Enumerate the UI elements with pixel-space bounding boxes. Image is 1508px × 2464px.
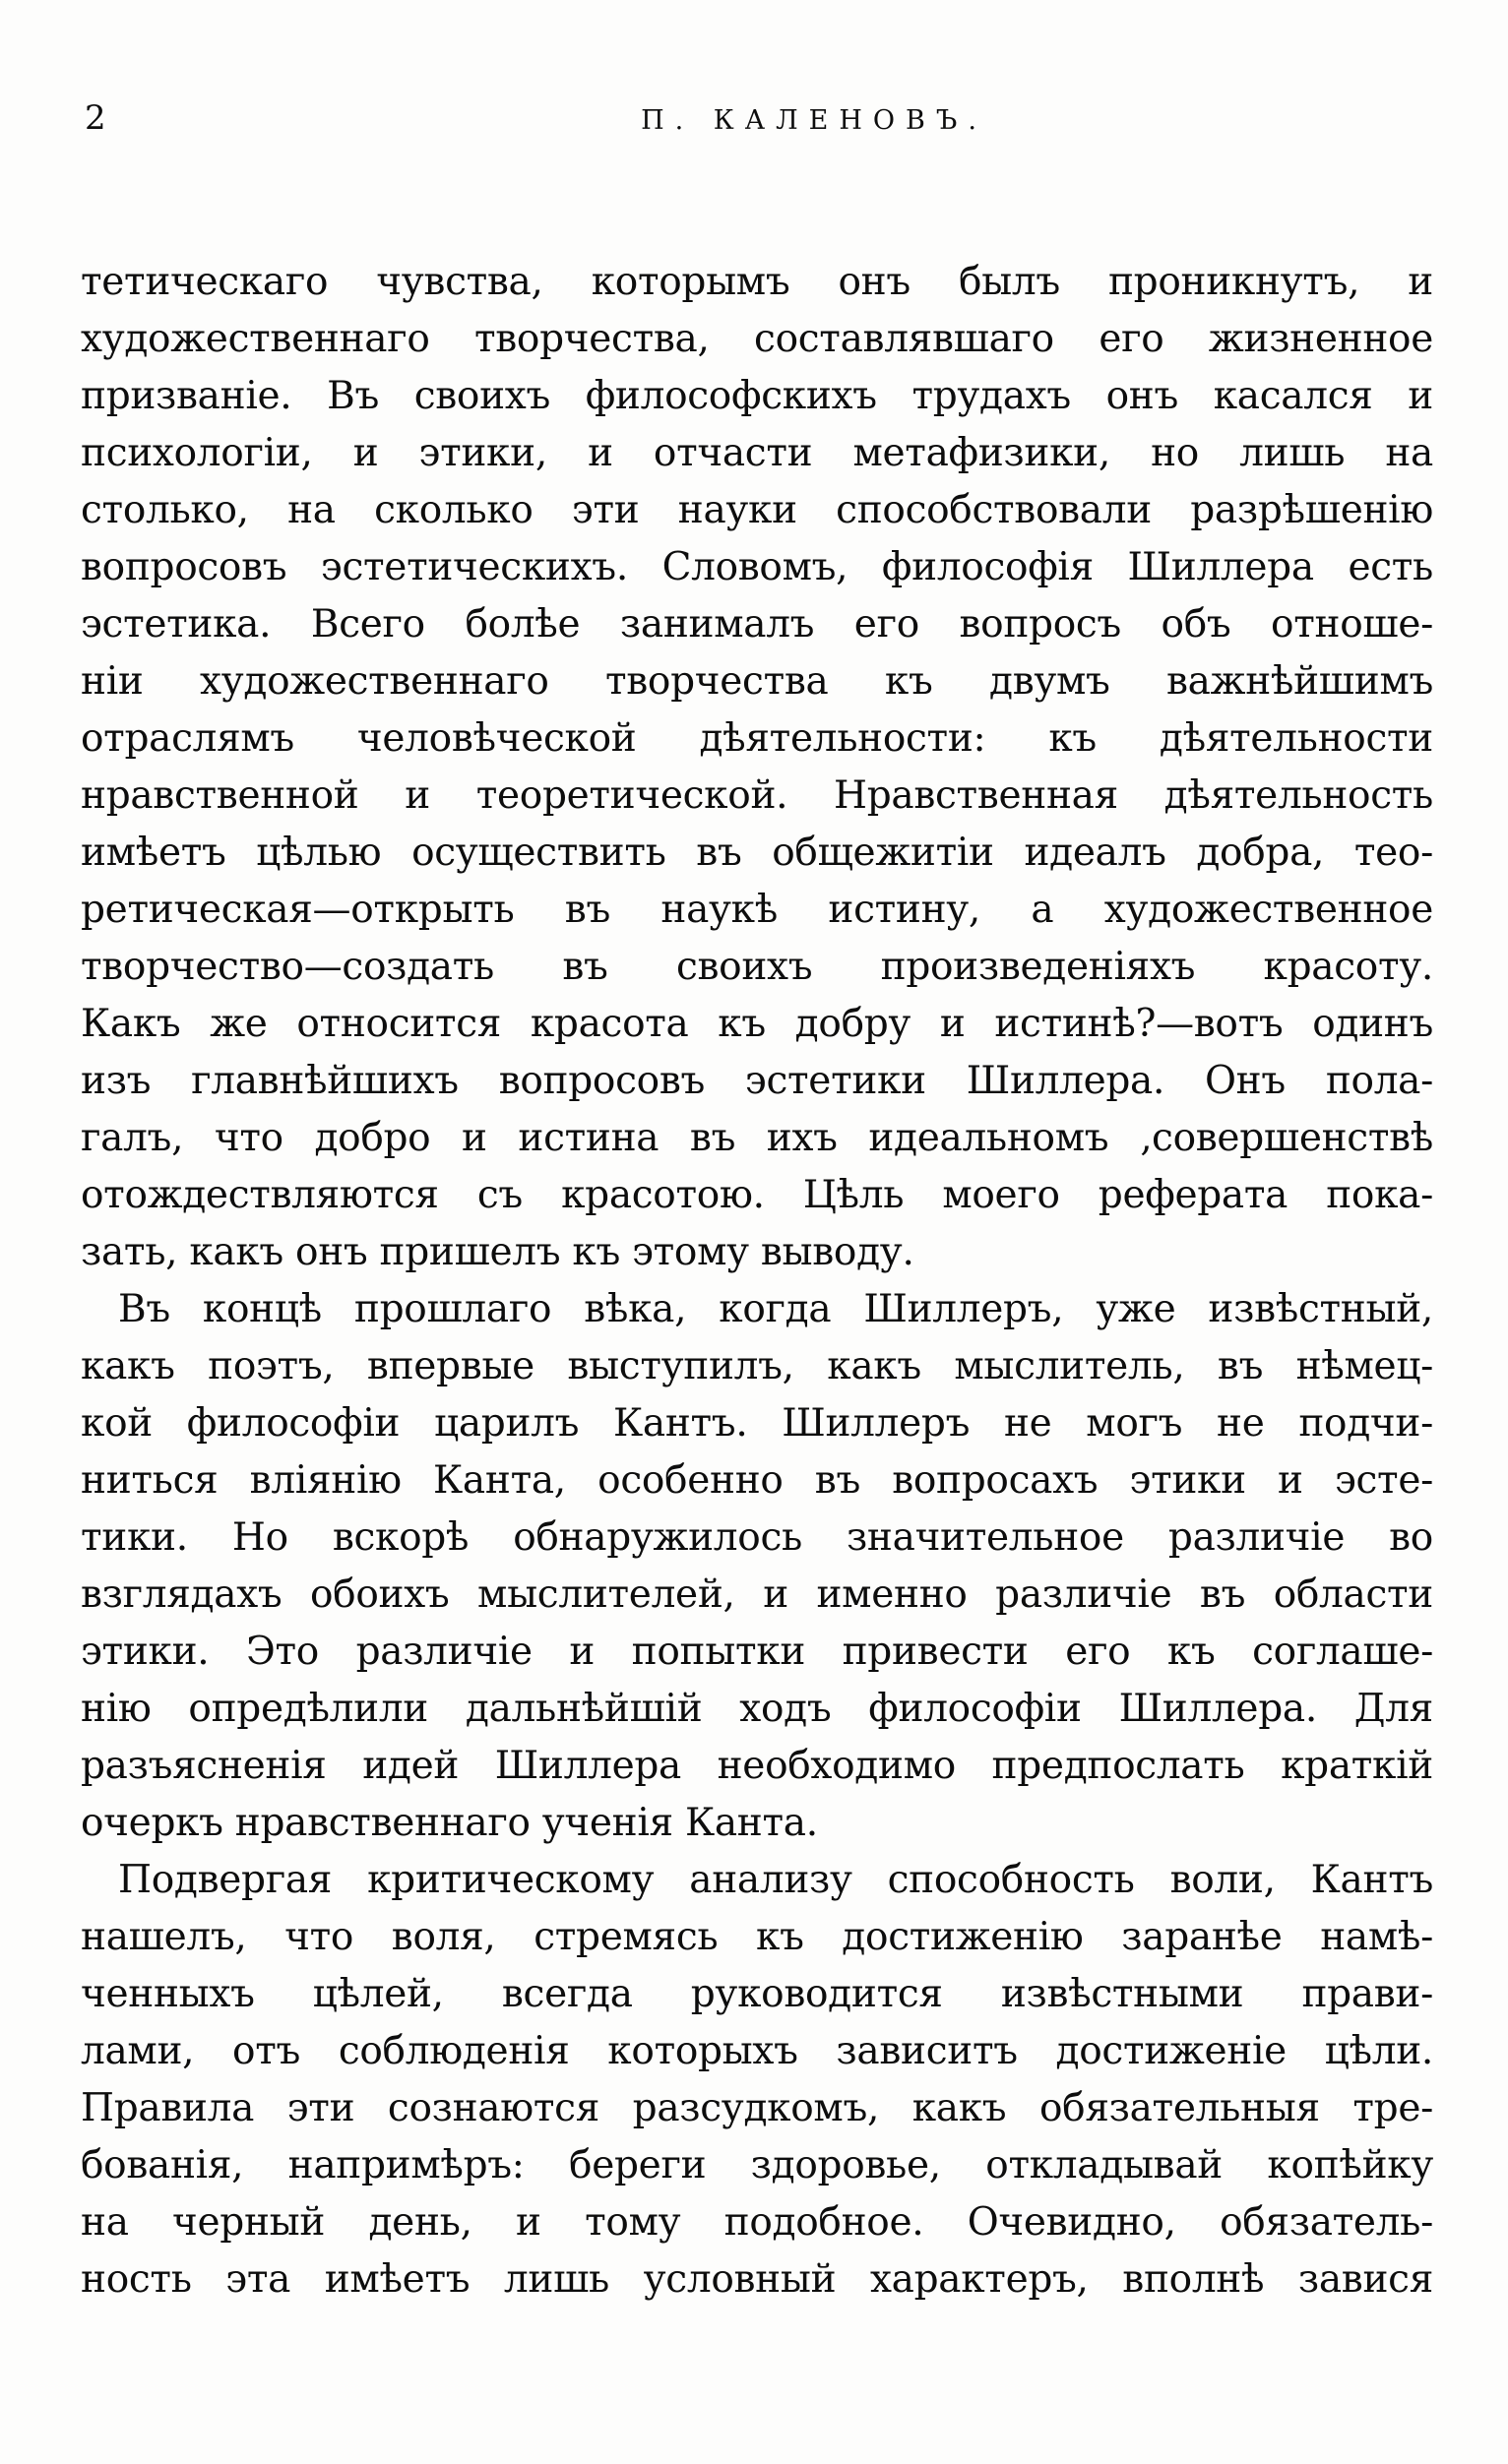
text-line: разъясненія идей Шиллера необходимо предпослать краткій [81,1744,1433,1788]
text-line: Правила эти сознаются разсудкомъ, какъ обязательныя тре- [81,2086,1433,2130]
text-line: галъ, что добро и истина въ ихъ идеальномъ ‚совершенствѣ [81,1116,1433,1160]
text-line: Какъ же относится красота къ добру и истинѣ?—вотъ одинъ [81,1002,1433,1046]
text-line: столько, на сколько эти науки способствовали разрѣшенію [81,488,1433,532]
text-line: имѣетъ цѣлью осуществить въ общежитіи идеалъ добра, тео- [81,831,1433,875]
text-line: отраслямъ человѣческой дѣятельности: къ дѣятельности [81,716,1433,761]
text-line: Въ концѣ прошлаго вѣка, когда Шиллеръ, уже извѣстный, [118,1287,1433,1331]
text-line: очеркъ нравственнаго ученія Канта. [81,1801,818,1845]
text-line: зать, какъ онъ пришелъ къ этому выводу. [81,1230,914,1274]
text-line: нашелъ, что воля, стремясь къ достиженію заранѣе намѣ- [81,1915,1433,1959]
text-line: тетическаго чувства, которымъ онъ былъ проникнутъ, и [81,260,1433,304]
text-line: нравственной и теоретической. Нравственная дѣятельность [81,773,1433,818]
text-line: ченныхъ цѣлей, всегда руководится извѣстными прави- [81,1972,1433,2016]
text-line: кой философіи царилъ Кантъ. Шиллеръ не могъ не подчи- [81,1401,1433,1446]
text-line: призваніе. Въ своихъ философскихъ трудахъ онъ касался и [81,374,1433,418]
text-line: бованія, напримѣръ: береги здоровье, откладывай копѣйку [81,2143,1433,2187]
page-header [81,96,1431,144]
text-line: на черный день, и тому подобное. Очевидно, обязатель- [81,2200,1433,2245]
text-line: отождествляются съ красотою. Цѣль моего реферата пока- [81,1173,1433,1217]
text-line: вопросовъ эстетическихъ. Словомъ, философія Шиллера есть [81,545,1433,589]
text-line: эстетика. Всего болѣе занималъ его вопросъ объ отноше- [81,602,1433,647]
text-line: художественнаго творчества, составлявшаго его жизненное [81,317,1433,361]
text-line: нію опредѣлили дальнѣйшій ходъ философіи Шиллера. Для [81,1687,1433,1731]
text-line: ность эта имѣетъ лишь условный характеръ, вполнѣ завися [81,2257,1433,2302]
text-line: изъ главнѣйшихъ вопросовъ эстетики Шиллера. Онъ пола- [81,1059,1433,1103]
text-line: ніи художественнаго творчества къ двумъ важнѣйшимъ [81,659,1433,704]
text-line: психологіи, и этики, и отчасти метафизики, но лишь на [81,431,1433,475]
text-line: взглядахъ обоихъ мыслителей, и именно различіе въ области [81,1572,1433,1617]
running-title: П. КАЛЕНОВЪ. [641,105,987,136]
text-line: какъ поэтъ, впервые выступилъ, какъ мыслитель, въ нѣмец- [81,1344,1433,1388]
text-line: лами, отъ соблюденія которыхъ зависитъ достиженіе цѣли. [81,2029,1433,2073]
text-line: тики. Но вскорѣ обнаружилось значительное различіе во [81,1515,1433,1560]
text-line: ниться вліянію Канта, особенно въ вопросахъ этики и эсте- [81,1458,1433,1503]
page-number: 2 [85,98,106,138]
body-text [81,254,1433,2309]
text-line: этики. Это различіе и попытки привести его къ соглаше- [81,1630,1433,1674]
text-line: Подвергая критическому анализу способность воли, Кантъ [118,1858,1433,1902]
text-line: творчество—создать въ своихъ произведеніяхъ красоту. [81,945,1433,989]
text-line: ретическая—открыть въ наукѣ истину, а художественное [81,888,1433,932]
